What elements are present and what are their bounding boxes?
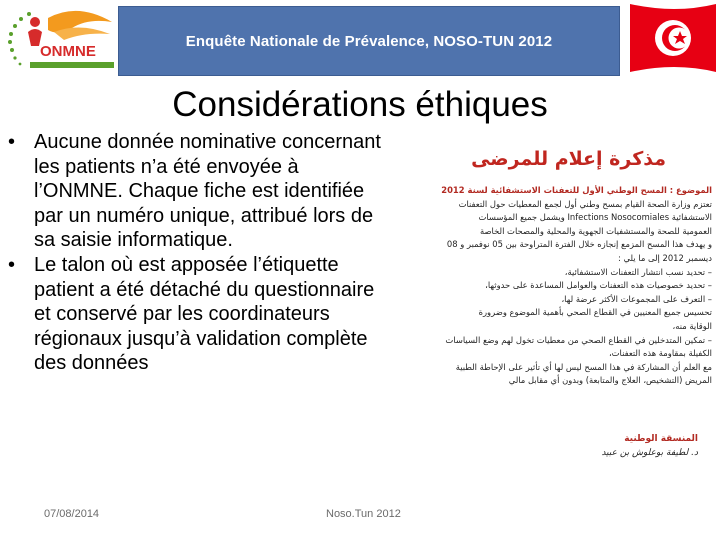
- footer-date: 07/08/2014: [44, 508, 100, 520]
- notice-line: الوقاية منه،: [672, 320, 712, 331]
- signature-label: المنسقة الوطنية: [624, 434, 698, 444]
- notice-line: و يهدف هذا المسح المزمع إنجازه خلال الفترة المتراوحة بين 05 نوفمبر و 08: [446, 239, 712, 250]
- notice-line: الكفيلة بمقاومة هذه التعفنات،: [608, 348, 712, 359]
- footer-title: Noso.Tun 2012: [326, 508, 401, 520]
- signature-name: د. لطيفة بوعلوش بن عبيد: [601, 448, 698, 458]
- notice-signature: [601, 432, 698, 460]
- patient-information-notice: [398, 140, 718, 480]
- notice-line: المريض (التشخيص، العلاج والمتابعة) وبدون أي مقابل مالي: [508, 375, 712, 386]
- notice-line: – تحديد نسب انتشار التعفنات الاستشفائية،: [564, 266, 712, 277]
- banner-title: Enquête Nationale de Prévalence, NOSO-TUN 2012: [185, 32, 553, 50]
- bullet-text: Le talon où est apposée l’étiquette patient a été détaché du questionnaire et conservé par les coordinateurs régionaux jusqu’à validation complète des données: [34, 253, 375, 375]
- bullet-text: Aucune donnée nominative concernant les patients n’a été envoyée à l’ONMNE. Chaque fiche est identifiée par un numéro unique, attribué lors de sa saisie informatique.: [34, 131, 381, 252]
- bullet-item: [6, 253, 386, 376]
- notice-title: مذكرة إعلام للمرضى: [471, 148, 666, 170]
- notice-line: – تمكين المتدخلين في القطاع الصحي من معطيات تخول لهم وضع السياسات: [445, 334, 712, 345]
- notice-line: تعتزم وزارة الصحة القيام بمسح وطني أول لجمع المعطيات حول التعفنات: [458, 198, 712, 209]
- notice-line: ديسمبر 2012 إلى ما يلي :: [618, 252, 712, 263]
- notice-line: مع العلم أن المشاركة في هذا المسح ليس لها أي تأثير على الإحاطة الطبية: [455, 361, 712, 372]
- bullet-dot-icon: •: [8, 131, 16, 153]
- notice-line: العمومية للصحة والمستشفيات الجهوية والمحلية والمصحات الخاصة: [479, 225, 712, 236]
- onmne-logo: [4, 4, 116, 78]
- slide-title: Considérations éthiques: [172, 85, 548, 124]
- notice-line: الموضوع : المسح الوطني الأول للتعفنات الاستشفائية لسنة 2012: [441, 185, 712, 195]
- header-banner: [118, 6, 620, 76]
- notice-line: – تحديد خصوصيات هذه التعفنات والعوامل المساعدة على حدوثها،: [485, 280, 712, 291]
- notice-line: تحسيس جميع المعنيين في القطاع الصحي بأهمية الموضوع وضرورة: [478, 307, 712, 318]
- notice-body: [412, 184, 712, 388]
- tunisia-flag-icon: [626, 0, 720, 76]
- notice-line: الاستشفائية Infections Nosocomiales ويشمل جميع المؤسسات: [478, 212, 712, 223]
- notice-line: – التعرف على المجموعات الأكثر عرضة لها،: [561, 293, 712, 304]
- svg-text:ONMNE: ONMNE: [40, 43, 96, 60]
- bullet-list: [6, 130, 386, 376]
- bullet-dot-icon: •: [8, 253, 16, 276]
- bullet-item: [6, 130, 386, 253]
